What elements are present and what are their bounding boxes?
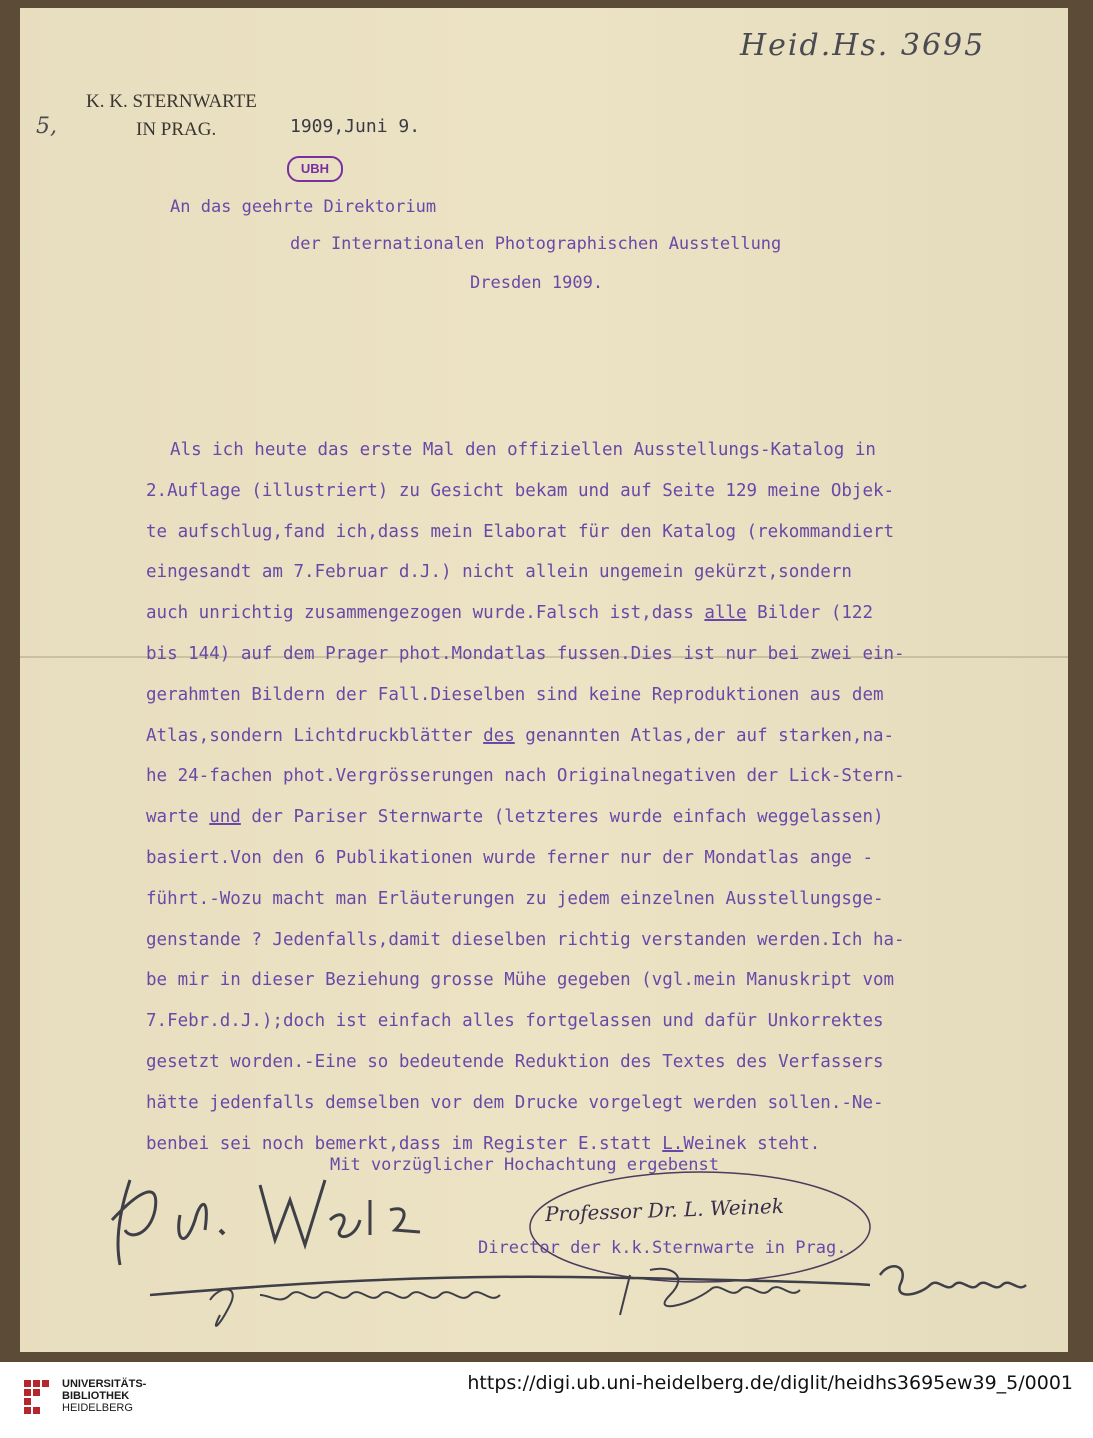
closing-salutation: Mit vorzüglicher Hochachtung ergebenst xyxy=(330,1155,719,1175)
library-name-line1: UNIVERSITÄTS- xyxy=(62,1378,147,1390)
underlined-word: alle xyxy=(704,603,747,624)
body-line: gerahmten Bildern der Fall.Dieselben sind keine Reproduktionen aus dem xyxy=(146,684,884,705)
body-line: bis 144) auf dem Prager phot.Mondatlas fussen.Dies ist nur bei zwei ein- xyxy=(146,643,905,664)
letter-body xyxy=(146,430,1006,1164)
body-line: führt.-Wozu macht man Erläuterungen zu jedem einzelnen Ausstellungsge- xyxy=(146,888,884,909)
director-line: Director der k.k.Sternwarte in Prag. xyxy=(478,1238,847,1258)
letterhead-line1: K. K. STERNWARTE xyxy=(86,91,257,112)
underlined-word: und xyxy=(209,807,241,828)
letterhead xyxy=(86,88,257,144)
body-line: Atlas,sondern Lichtdruckblätter des genannten Atlas,der auf starken,na- xyxy=(146,725,895,746)
underlined-word: des xyxy=(483,725,515,746)
library-name-line2: BIBLIOTHEK xyxy=(62,1390,130,1402)
university-library-logo-icon xyxy=(20,1376,54,1416)
body-line: basiert.Von den 6 Publikationen wurde ferner nur der Mondatlas ange - xyxy=(146,847,873,868)
body-line: auch unrichtig zusammengezogen wurde.Falsch ist,dass alle Bilder (122 xyxy=(146,603,873,624)
library-name xyxy=(62,1378,146,1414)
archive-shelfmark: Heid.Hs. 3695 xyxy=(740,28,986,63)
body-line: 2.Auflage (illustriert) zu Gesicht bekam und auf Seite 129 meine Objek- xyxy=(146,480,895,501)
body-line: gesetzt worden.-Eine so bedeutende Reduktion des Textes des Verfassers xyxy=(146,1051,884,1072)
letterhead-line2: IN PRAG. xyxy=(136,119,217,140)
body-line: te aufschlug,fand ich,dass mein Elaborat für den Katalog (rekommandiert xyxy=(146,521,895,542)
body-line: he 24-fachen phot.Vergrösserungen nach Originalnegativen der Lick-Stern- xyxy=(146,766,905,787)
body-line: genstande ? Jedenfalls,damit dieselben richtig verstanden werden.Ich ha- xyxy=(146,929,905,950)
archive-page-mark: 5, xyxy=(36,114,57,139)
body-line: benbei sei noch bemerkt,dass im Register E.statt L.Weinek steht. xyxy=(146,1133,821,1154)
body-line: 7.Febr.d.J.);doch ist einfach alles fortgelassen und dafür Unkorrektes xyxy=(146,1011,884,1032)
underlined-word: L. xyxy=(662,1133,684,1154)
library-name-line3: HEIDELBERG xyxy=(62,1402,133,1414)
address-line2: der Internationalen Photographischen Ausstellung xyxy=(290,234,782,254)
ubh-stamp: UBH xyxy=(287,156,343,182)
handwritten-annotation-bottom xyxy=(150,1255,1070,1345)
body-line: hätte jedenfalls demselben vor dem Drucke vorgelegt werden sollen.-Ne- xyxy=(146,1092,884,1113)
body-line: Als ich heute das erste Mal den offiziellen Ausstellungs-Katalog in xyxy=(170,440,876,460)
body-line: be mir in dieser Beziehung grosse Mühe gegeben (vgl.mein Manuskript vom xyxy=(146,970,895,991)
signature-weinek: Professor Dr. L. Weinek xyxy=(544,1193,785,1227)
body-line: eingesandt am 7.Februar d.J.) nicht allein ungemein gekürzt,sondern xyxy=(146,562,852,583)
permalink-url[interactable]: https://digi.ub.uni-heidelberg.de/diglit/heidhs3695ew39_5/0001 xyxy=(467,1372,1073,1394)
address-line3: Dresden 1909. xyxy=(470,273,604,293)
body-line: warte und der Pariser Sternwarte (letzteres wurde einfach weggelassen) xyxy=(146,807,884,828)
address-line1: An das geehrte Direktorium xyxy=(170,197,437,217)
letter-date: 1909,Juni 9. xyxy=(290,116,421,137)
